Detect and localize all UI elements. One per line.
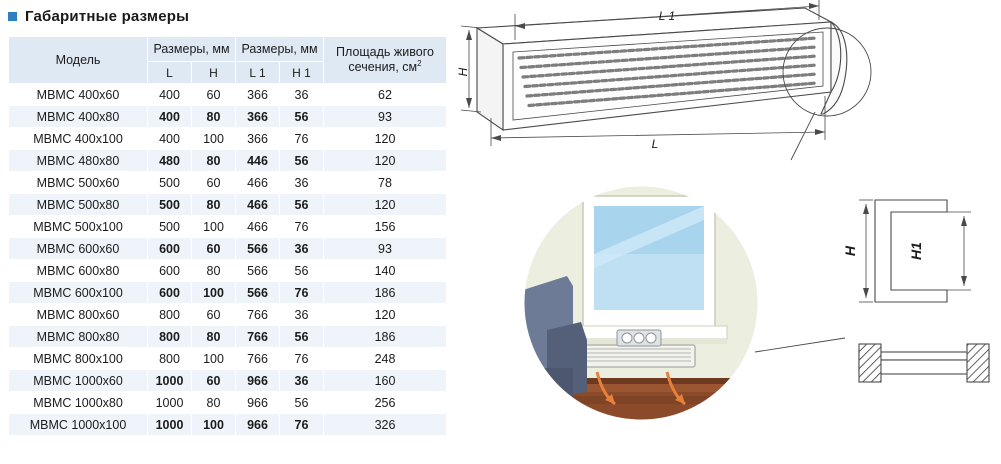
cell-model: МВМС 1000х80 bbox=[9, 392, 148, 414]
cell-area: 326 bbox=[324, 414, 447, 436]
cell-area: 186 bbox=[324, 282, 447, 304]
table-row bbox=[9, 172, 447, 194]
cell-l: 600 bbox=[148, 238, 192, 260]
table-row bbox=[9, 260, 447, 282]
label-h1-section: H1 bbox=[908, 242, 924, 260]
cell-l1: 366 bbox=[236, 106, 280, 128]
cell-area: 156 bbox=[324, 216, 447, 238]
cell-l1: 366 bbox=[236, 128, 280, 150]
cell-area: 256 bbox=[324, 392, 447, 414]
th-area-label: Площадь живого сечения, см bbox=[336, 45, 434, 75]
cell-l1: 466 bbox=[236, 172, 280, 194]
bullet-square-icon bbox=[8, 12, 17, 21]
grille-isometric bbox=[477, 8, 847, 130]
cell-h: 60 bbox=[192, 84, 236, 106]
cell-h: 100 bbox=[192, 348, 236, 370]
window-scene bbox=[523, 185, 759, 421]
table-row bbox=[9, 326, 447, 348]
cell-l1: 566 bbox=[236, 282, 280, 304]
cell-model: МВМС 400х100 bbox=[9, 128, 148, 150]
cell-area: 93 bbox=[324, 238, 447, 260]
table-row bbox=[9, 238, 447, 260]
table-body bbox=[9, 84, 447, 436]
cell-l: 480 bbox=[148, 150, 192, 172]
cell-area: 140 bbox=[324, 260, 447, 282]
cell-h1: 36 bbox=[280, 304, 324, 326]
th-area bbox=[324, 37, 447, 84]
cell-h1: 76 bbox=[280, 216, 324, 238]
cell-l1: 766 bbox=[236, 348, 280, 370]
table-row bbox=[9, 216, 447, 238]
dim-h-section bbox=[859, 200, 873, 302]
cell-l: 800 bbox=[148, 348, 192, 370]
table-head bbox=[9, 37, 447, 84]
th-model: Модель bbox=[9, 37, 148, 84]
cell-model: МВМС 800х100 bbox=[9, 348, 148, 370]
cell-model: МВМС 600х80 bbox=[9, 260, 148, 282]
cell-h1: 36 bbox=[280, 238, 324, 260]
illustration-area bbox=[455, 0, 1001, 464]
cell-h1: 76 bbox=[280, 282, 324, 304]
th-l: L bbox=[148, 62, 192, 84]
cell-l1: 766 bbox=[236, 326, 280, 348]
cell-model: МВМС 400х60 bbox=[9, 84, 148, 106]
label-l: L bbox=[651, 137, 659, 151]
cell-l1: 966 bbox=[236, 392, 280, 414]
table-row bbox=[9, 282, 447, 304]
dim-h1-section bbox=[947, 212, 971, 290]
cell-h: 100 bbox=[192, 414, 236, 436]
table-row bbox=[9, 392, 447, 414]
th-group-1: Размеры, мм bbox=[148, 37, 236, 62]
cell-h: 60 bbox=[192, 370, 236, 392]
cell-h1: 36 bbox=[280, 370, 324, 392]
cell-h1: 56 bbox=[280, 260, 324, 282]
cell-h1: 56 bbox=[280, 150, 324, 172]
cell-l1: 446 bbox=[236, 150, 280, 172]
cell-l: 800 bbox=[148, 326, 192, 348]
cell-l1: 966 bbox=[236, 370, 280, 392]
cell-l: 600 bbox=[148, 260, 192, 282]
cell-l: 500 bbox=[148, 216, 192, 238]
cell-model: МВМС 400х80 bbox=[9, 106, 148, 128]
cell-h1: 56 bbox=[280, 194, 324, 216]
th-group-2: Размеры, мм bbox=[236, 37, 324, 62]
cell-model: МВМС 800х60 bbox=[9, 304, 148, 326]
cell-h: 80 bbox=[192, 326, 236, 348]
cell-l: 500 bbox=[148, 172, 192, 194]
label-h-section: H bbox=[842, 245, 858, 257]
table-row bbox=[9, 194, 447, 216]
cell-h: 60 bbox=[192, 238, 236, 260]
label-h-grille: H bbox=[456, 67, 470, 77]
cell-l1: 366 bbox=[236, 84, 280, 106]
table-row bbox=[9, 414, 447, 436]
cell-l1: 566 bbox=[236, 260, 280, 282]
cell-area: 120 bbox=[324, 150, 447, 172]
cell-h1: 56 bbox=[280, 106, 324, 128]
cell-model: МВМС 1000х60 bbox=[9, 370, 148, 392]
table-row bbox=[9, 304, 447, 326]
table-head-row-1 bbox=[9, 37, 447, 62]
th-area-sup: 2 bbox=[417, 59, 422, 69]
cell-model: МВМС 500х100 bbox=[9, 216, 148, 238]
cell-l1: 466 bbox=[236, 216, 280, 238]
cell-h: 100 bbox=[192, 282, 236, 304]
cell-area: 93 bbox=[324, 106, 447, 128]
cell-l: 1000 bbox=[148, 370, 192, 392]
cell-model: МВМС 1000х100 bbox=[9, 414, 148, 436]
cell-h: 80 bbox=[192, 392, 236, 414]
cell-area: 120 bbox=[324, 128, 447, 150]
cell-h: 80 bbox=[192, 260, 236, 282]
cell-h1: 36 bbox=[280, 84, 324, 106]
cell-l: 1000 bbox=[148, 392, 192, 414]
cell-model: МВМС 600х60 bbox=[9, 238, 148, 260]
scene-leader-line bbox=[755, 338, 845, 352]
cell-h: 80 bbox=[192, 150, 236, 172]
th-h1: H 1 bbox=[280, 62, 324, 84]
cell-model: МВМС 500х80 bbox=[9, 194, 148, 216]
cell-model: МВМС 500х60 bbox=[9, 172, 148, 194]
cell-l1: 466 bbox=[236, 194, 280, 216]
cell-l: 500 bbox=[148, 194, 192, 216]
cell-model: МВМС 800х80 bbox=[9, 326, 148, 348]
cell-l1: 966 bbox=[236, 414, 280, 436]
cell-l: 1000 bbox=[148, 414, 192, 436]
cell-h1: 76 bbox=[280, 128, 324, 150]
table-row bbox=[9, 106, 447, 128]
dimensions-table bbox=[8, 36, 447, 436]
cell-h: 60 bbox=[192, 304, 236, 326]
cell-h1: 76 bbox=[280, 414, 324, 436]
cell-h: 60 bbox=[192, 172, 236, 194]
detail-leader-line bbox=[791, 112, 815, 160]
cell-l: 400 bbox=[148, 84, 192, 106]
cell-area: 120 bbox=[324, 194, 447, 216]
table-row bbox=[9, 370, 447, 392]
cell-h: 100 bbox=[192, 128, 236, 150]
cell-h: 80 bbox=[192, 194, 236, 216]
cell-h1: 56 bbox=[280, 326, 324, 348]
cell-l1: 566 bbox=[236, 238, 280, 260]
cell-area: 120 bbox=[324, 304, 447, 326]
cell-area: 62 bbox=[324, 84, 447, 106]
section-heading bbox=[8, 8, 189, 25]
cell-l: 600 bbox=[148, 282, 192, 304]
illustration-svg bbox=[455, 0, 1001, 464]
table-row bbox=[9, 150, 447, 172]
cell-l1: 766 bbox=[236, 304, 280, 326]
cell-h: 80 bbox=[192, 106, 236, 128]
cell-l: 400 bbox=[148, 106, 192, 128]
th-l1: L 1 bbox=[236, 62, 280, 84]
table-row bbox=[9, 84, 447, 106]
table-row bbox=[9, 128, 447, 150]
cell-h1: 76 bbox=[280, 348, 324, 370]
plan-section-view bbox=[859, 344, 989, 382]
cell-h1: 56 bbox=[280, 392, 324, 414]
cell-area: 186 bbox=[324, 326, 447, 348]
cell-area: 160 bbox=[324, 370, 447, 392]
cell-h1: 36 bbox=[280, 172, 324, 194]
cell-l: 400 bbox=[148, 128, 192, 150]
page-title: Габаритные размеры bbox=[25, 8, 190, 25]
cell-h: 100 bbox=[192, 216, 236, 238]
cell-l: 800 bbox=[148, 304, 192, 326]
cell-area: 78 bbox=[324, 172, 447, 194]
table-row bbox=[9, 348, 447, 370]
dimensions-table-wrap bbox=[8, 36, 447, 436]
label-l1: L 1 bbox=[658, 9, 676, 23]
cell-model: МВМС 600х100 bbox=[9, 282, 148, 304]
cell-model: МВМС 480х80 bbox=[9, 150, 148, 172]
cell-area: 248 bbox=[324, 348, 447, 370]
th-h: H bbox=[192, 62, 236, 84]
